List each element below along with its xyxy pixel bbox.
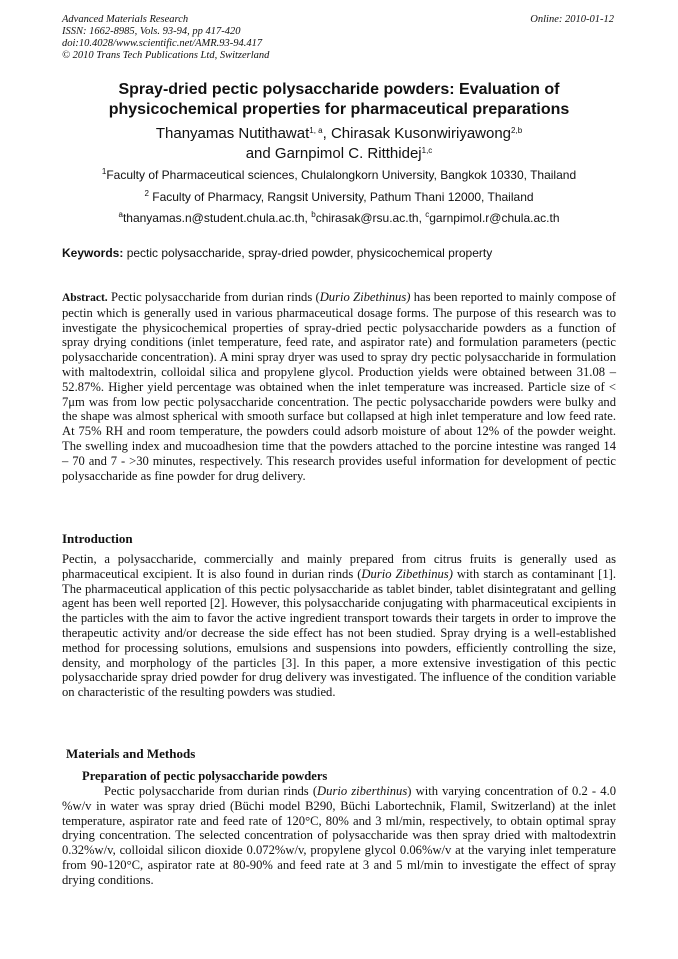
- methods-text-1: Pectic polysaccharide from durian rinds (: [104, 784, 318, 798]
- author-separator: ,: [322, 125, 331, 142]
- abstract-label: Abstract.: [62, 292, 108, 304]
- methods-species: Durio ziberthinus: [317, 784, 408, 798]
- title-line-2: physicochemical properties for pharmaceutical preparations: [108, 101, 570, 118]
- email-a: thanyamas.n@student.chula.ac.th,: [122, 211, 312, 225]
- affiliation-2: [62, 190, 616, 204]
- methods-text-2: ) with varying concentration of 0.2 - 4.0 %w/v in water was spray dried (Büchi model B290, Büchi Labortechnik, Flamil, Switzerland) at the inlet temperature, aspirator rate and feed rate of 120°C, 80% and 3 ml/min, respectively, to obtain optimal spray drying concentration. The selected concentration of polysaccharide was then spray dried with maltodextrin 0.32%w/v, colloidal silicon dioxide 0.072%w/v, propylene glycol 0.06%w/v at the varying inlet temperature from 90-120°C, aspirator rate at 80-90% and feed rate at 3 and 5 ml/min to investigate the effect of spray drying conditions.: [62, 784, 617, 887]
- introduction-text-1: Pectin, a polysaccharide, commercially and mainly prepared from citrus fruits is generally used as pharmaceutical excipient. It is also found in durian rinds (: [62, 552, 616, 581]
- email-b: chirasak@rsu.ac.th,: [315, 211, 426, 225]
- methods-heading: Materials and Methods: [66, 746, 196, 761]
- affiliation-2-text: Faculty of Pharmacy, Rangsit University, Pathum Thani 12000, Thailand: [148, 190, 534, 204]
- email-a-sup: a: [118, 210, 123, 219]
- copyright: © 2010 Trans Tech Publications Ltd, Switzerland: [62, 50, 270, 61]
- journal-name: Advanced Materials Research: [62, 14, 189, 25]
- keywords-label: Keywords:: [62, 246, 124, 260]
- abstract: [62, 290, 616, 483]
- abstract-text-2: has been reported to mainly compose of pectin which is generally used in various pharmaceutical dosage forms. The purpose of this research was to investigate the physicochemical properties of spray-dried pectic polysaccharide powders as a function of spray drying conditions (inlet temperature, feed rate, and aspirator rate) and formulation parameters (pectic polysaccharide concentration). A mini spray dryer was used to spray dry pectic polysaccharide in formulation with maltodextrin, colloidal silica and propylene glycol. Production yields were obtained between 31.08 – 52.87%. Higher yield percentage was obtained when the inlet temperature was increased. Particle size of < 7μm was from low pectic polysaccharide concentration. The pectic polysaccharide powders were bulky and the shape was almost spherical with smooth surface but collapsed at high inlet temperature and low feed rate. At 75% RH and room temperature, the powders could adsorb moisture of about 12% of the powder weight. The swelling index and mucoadhesion time that the powders attached to the porcine intestine was ranged 14 – 70 and 7 - >30 minutes, respectively. This research provides useful information for development of pectic polysaccharide as fine powder for drug delivery.: [62, 290, 616, 483]
- methods-body: [62, 784, 616, 888]
- email-b-sup: b: [311, 210, 316, 219]
- doi: doi:10.4028/www.scientific.net/AMR.93-94.417: [62, 38, 263, 49]
- author-2-sup: 2,b: [511, 126, 523, 135]
- affiliation-2-sup: 2: [144, 189, 149, 198]
- email-c-sup: c: [425, 210, 430, 219]
- author-1: Thanyamas Nutithawat: [155, 125, 310, 142]
- paper-title: [62, 80, 616, 120]
- keywords: [62, 246, 616, 260]
- affiliation-1-text: Faculty of Pharmaceutical sciences, Chulalongkorn University, Bangkok 10330, Thailand: [106, 168, 577, 182]
- methods-subheading: Preparation of pectic polysaccharide powders: [82, 769, 328, 783]
- author-list: [62, 124, 616, 164]
- online-date: Online: 2010-01-12: [530, 14, 614, 25]
- abstract-species: Durio Zibethinus): [319, 290, 411, 304]
- introduction-body: [62, 552, 616, 700]
- introduction-species: Durio Zibethinus): [361, 566, 453, 581]
- issn: ISSN: 1662-8985, Vols. 93-94, pp 417-420: [62, 26, 241, 37]
- title-line-1: Spray-dried pectic polysaccharide powders: Evaluation of: [118, 81, 560, 98]
- author-3: Garnpimol C. Ritthidej: [274, 145, 422, 162]
- affiliation-1-sup: 1: [101, 167, 107, 176]
- author-1-sup: 1, a: [309, 126, 323, 135]
- author-3-sup: 1,c: [421, 146, 433, 155]
- journal-meta: [62, 14, 269, 62]
- affiliation-1: [62, 168, 616, 182]
- author-and: and: [245, 145, 275, 162]
- keywords-text: pectic polysaccharide, spray-dried powder, physicochemical property: [123, 246, 493, 260]
- introduction-text-2: with starch as contaminant [1]. The pharmaceutical application of this pectic polysaccharide as tablet binder, tablet disintegratant and gelling agent has been well reported [2]. However, this polysaccharide conjugating with pharmaceutical excipients in the particles with the aim to favor the active ingredient transport towards their targets in order to improve the therapeutic activity and/or decrease the side effect has not been studied. Spray drying is a well-established method for processing solutions, emulsions and suspensions into powders, efficiently controlling the size, density, and morphology of the particles [3]. In this paper, a more extensive investigation of this pectic polysaccharide spray dried powder for drug delivery was investigated. The influence of the condition variable on characteristic of the resulting powders was studied.: [62, 566, 616, 700]
- email-c: garnpimol.r@chula.ac.th: [429, 211, 560, 225]
- introduction-heading: Introduction: [62, 531, 133, 546]
- author-2: Chirasak Kusonwiriyawong: [330, 125, 512, 142]
- abstract-text-1: Pectic polysaccharide from durian rinds (: [107, 290, 320, 304]
- author-emails: [62, 211, 616, 225]
